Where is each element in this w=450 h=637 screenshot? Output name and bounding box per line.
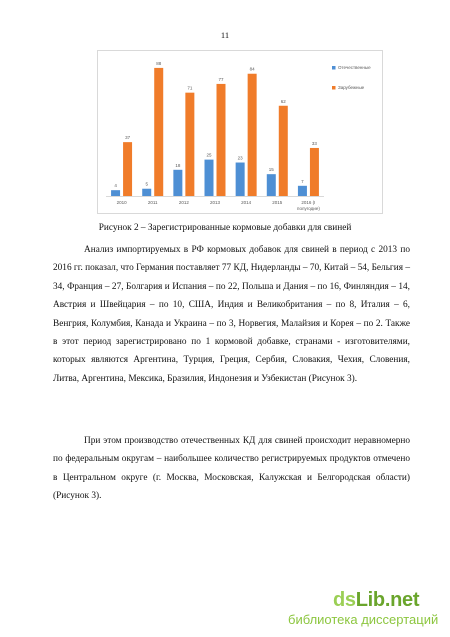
bar-foreign-1 — [154, 68, 163, 196]
logo-subtitle: библиотека диссертаций — [288, 612, 439, 627]
bar-foreign-6 — [310, 148, 319, 196]
figure-caption: Рисунок 2 – Зарегистрированные кормовые добавки для свиней — [98, 223, 352, 233]
bar-domestic-3 — [205, 160, 214, 196]
bar-domestic-6 — [298, 186, 307, 196]
paragraph-domestic-production-text: При этом производство отечественных КД для свиней происходит неравномерно по федеральным округам – наибольшее количество регистрируемых продуктов отмечено в Центральном округе (г. Москва, Московская, Калужская и Белгородская области) (Рисунок 3). — [53, 436, 410, 502]
x-tick-label-2: 2012 — [178, 200, 189, 205]
bar-foreign-3 — [217, 84, 226, 196]
x-tick-label-0: 2010 — [116, 200, 127, 205]
paragraph-import-analysis-text: Анализ импортируемых в РФ кормовых добавок для свиней в период с 2013 по 2016 гг. показал, что Германия поставляет 77 КД, Нидерланды – 70, Китай – 54, Бельгия – 34, Франция – 27, Болгария и Испания – по 22, Польша и Дания – по 16, Финляндия – 14, Австрия и Швейцария – по 10, США, Индия и Великобритания – по 8, Италия – 6, Венгрия, Колумбия, Канада и Украина – по 3, Норвегия, Малайзия и Корея – по 2. Также в этот период зарегистрировано по 1 кормовой добавке, странами - изготовителями, которых являются Аргентина, Турция, Греция, Сербия, Словакия, Чехия, Словения, Литва, Аргентина, Мексика, Бразилия, Индонезия и Узбекистан (Рисунок 3). — [53, 245, 410, 384]
bar-foreign-5 — [279, 106, 288, 196]
data-label-foreign-6: 33 — [311, 140, 317, 146]
data-label-domestic-0: 4 — [114, 183, 117, 189]
bar-domestic-5 — [267, 174, 276, 196]
legend-swatch-foreign — [332, 86, 336, 90]
legend-swatch-domestic — [332, 66, 336, 70]
x-tick-label-6: 2016 (I — [301, 200, 316, 205]
data-label-domestic-2: 18 — [175, 162, 181, 168]
data-label-foreign-3: 77 — [218, 76, 224, 82]
paragraph-domestic-production — [53, 432, 410, 506]
bar-domestic-0 — [111, 190, 120, 196]
data-label-domestic-5: 15 — [268, 167, 274, 173]
bar-foreign-4 — [248, 74, 257, 196]
logo-part-lib: Lib.net — [355, 589, 420, 611]
data-label-foreign-1: 88 — [156, 60, 162, 66]
bar-foreign-0 — [123, 142, 132, 196]
data-label-domestic-3: 25 — [206, 152, 212, 158]
bar-chart — [98, 51, 384, 215]
dslib-logo[interactable] — [333, 589, 419, 612]
data-label-foreign-5: 62 — [280, 98, 286, 104]
bar-foreign-2 — [185, 93, 194, 196]
data-label-domestic-1: 5 — [145, 181, 148, 187]
page-number: 11 — [220, 30, 230, 40]
bar-domestic-1 — [142, 189, 151, 196]
legend-label-domestic: Отечественные — [338, 65, 371, 70]
x-tick-label-6-line2: полугодие) — [297, 206, 320, 211]
x-tick-label-5: 2015 — [272, 200, 283, 205]
data-label-domestic-4: 23 — [237, 155, 243, 161]
paragraph-import-analysis — [53, 241, 410, 388]
data-label-foreign-0: 37 — [125, 135, 131, 141]
data-label-foreign-4: 84 — [249, 66, 255, 72]
bar-domestic-4 — [236, 163, 245, 196]
x-tick-label-3: 2013 — [209, 200, 221, 205]
legend-label-foreign: Зарубежные — [338, 85, 365, 90]
figure-chart — [97, 50, 383, 214]
logo-part-ds: ds — [333, 589, 356, 611]
x-tick-label-1: 2011 — [147, 200, 158, 205]
bar-domestic-2 — [173, 170, 182, 196]
data-label-domestic-6: 7 — [301, 178, 304, 184]
data-label-foreign-2: 71 — [187, 85, 193, 91]
x-tick-label-4: 2014 — [241, 200, 252, 205]
